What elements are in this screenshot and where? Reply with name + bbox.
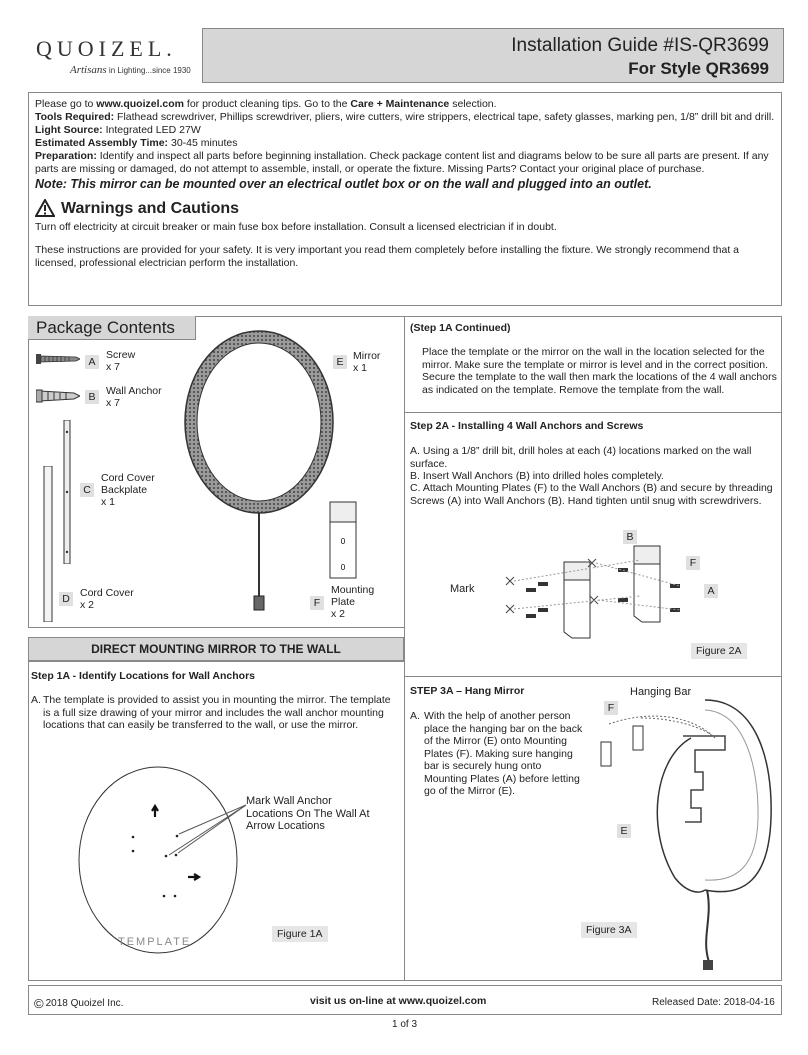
package-title: Package Contents <box>28 316 196 340</box>
part-e-label <box>353 350 380 374</box>
hanging-bar-label: Hanging Bar <box>630 686 692 698</box>
mark-label: Mark <box>450 583 475 595</box>
copyright-text: 2018 Quoizel Inc. <box>45 998 124 1009</box>
template-illustration <box>76 765 246 957</box>
svg-text:0: 0 <box>340 563 346 572</box>
part-a-name: Screw <box>106 349 136 361</box>
fig3a-letter-f: F <box>604 701 618 715</box>
part-c-name: Cord Cover Backplate <box>101 472 155 496</box>
time-text: 30-45 minutes <box>168 137 238 149</box>
mirror-illustration <box>180 326 345 624</box>
guide-subtitle: For Style QR3699 <box>628 59 769 78</box>
fig2a-letter-b: B <box>623 530 637 544</box>
svg-text:0: 0 <box>340 537 346 546</box>
site-link[interactable]: www.quoizel.com <box>96 98 184 110</box>
part-e-name: Mirror <box>353 350 381 362</box>
fig3a-letter-e: E <box>617 824 631 838</box>
step2a-c: C. Attach Mounting Plates (F) to the Wall Anchors (B) and secure by threading Screws (A) into Wall Anchors (B). Hand tighten until snug with screwdrivers. <box>410 482 773 507</box>
intro-text-mid: for product cleaning tips. Go to the <box>184 98 351 110</box>
step1a-title: Step 1A - Identify Locations for Wall Anchors <box>31 670 256 682</box>
tagline-text: in Lighting...since 1930 <box>108 66 191 75</box>
tools-label: Tools Required: <box>35 111 115 123</box>
prep-text: Identify and inspect all parts before beginning installation. Check package content list and diagrams below to be sure all parts are present. If any parts are missing or damaged, do not attempt to assemble, install, or operate the fixture. Missing Parts? Contact your original place of purchase. <box>35 150 769 175</box>
part-f-name: Mounting Plate <box>331 584 375 608</box>
part-d-qty: x 2 <box>80 599 95 611</box>
step3a-marker: A. <box>410 710 420 722</box>
warnings-heading <box>35 199 775 217</box>
time-label: Estimated Assembly Time: <box>35 137 169 149</box>
release-date: Released Date: 2018-04-16 <box>652 997 775 1008</box>
warning-text-2: These instructions are provided for your safety. It is very important you read them completely before installing the fixture. We strongly recommend that a licensed, professional electrician perform the installation. <box>35 244 740 269</box>
part-c-qty: x 1 <box>101 496 116 508</box>
step2a-b: B. Insert Wall Anchors (B) into drilled holes completely. <box>410 470 664 482</box>
wall-anchor-icon <box>36 388 80 404</box>
copyright-icon: © <box>34 996 44 1011</box>
visit-link[interactable]: visit us on-line at www.quoizel.com <box>310 995 487 1007</box>
step3a-title: STEP 3A – Hang Mirror <box>410 685 525 697</box>
cord-cover-icon <box>42 466 54 622</box>
fig2a-letter-f: F <box>686 556 700 570</box>
part-b-name: Wall Anchor <box>106 385 162 397</box>
step1a-marker: A. <box>31 694 41 706</box>
part-d-label <box>80 587 134 611</box>
warnings-title: Warnings and Cautions <box>61 199 240 217</box>
letter-c: C <box>80 483 94 497</box>
step2a-a: A. Using a 1/8” drill bit, drill holes at each (4) locations marked on the wall surface. <box>410 445 752 470</box>
prep-label: Preparation: <box>35 150 97 162</box>
fig2a-letter-a: A <box>704 584 718 598</box>
letter-d: D <box>59 592 73 606</box>
care-label: Care + Maintenance <box>350 98 450 110</box>
step1a-cont-title: (Step 1A Continued) <box>410 322 511 334</box>
part-a-label <box>106 349 135 373</box>
backplate-icon <box>62 420 72 564</box>
part-f-qty: x 2 <box>331 608 346 620</box>
mount-note: Note: This mirror can be mounted over an electrical outlet box or on the wall and plugged into an outlet. <box>35 177 652 191</box>
step1a-cont-text: Place the template or the mirror on the wall in the location selected for the mirror. Make sure the template or mirror is level and in the correct position. Secure the template to the wall then mark the locations of the 4 wall anchors as indicated on the template. Remove the template from the wall. <box>422 346 777 396</box>
intro-text-end: selection. <box>449 98 497 110</box>
divider <box>404 412 782 413</box>
warning-text-1: Turn off electricity at circuit breaker or main fuse box before installation. Consult a licensed electrician if in doubt. <box>35 221 557 233</box>
header-box <box>202 28 784 83</box>
intro-text: Please go to <box>35 98 97 110</box>
letter-a: A <box>85 355 99 369</box>
figure-3a: Figure 3A <box>581 922 637 938</box>
light-label: Light Source: <box>35 124 103 136</box>
part-d-name: Cord Cover <box>80 587 134 599</box>
figure-2a: Figure 2A <box>691 643 747 659</box>
part-e-qty: x 1 <box>353 362 368 374</box>
step2a-title: Step 2A - Installing 4 Wall Anchors and Screws <box>410 420 644 432</box>
brand-logo: QUOIZEL. <box>36 36 177 61</box>
letter-f: F <box>310 596 324 610</box>
guide-title: Installation Guide #IS-QR3699 <box>511 35 769 56</box>
part-f-label <box>331 584 395 620</box>
step3a-text: With the help of another person place the hanging bar on the back of the Mirror (E) onto Mounting Plates (F). Making sure hanging bar is securely hung onto Mounting Plates (A) before letting go of the Mirror (E). <box>424 710 583 797</box>
template-label: TEMPLATE <box>118 936 192 948</box>
light-text: Integrated LED 27W <box>102 124 201 136</box>
letter-e: E <box>333 355 347 369</box>
page-number: 1 of 3 <box>392 1019 418 1030</box>
mounting-plate-icon <box>328 500 358 580</box>
warning-icon <box>35 199 55 217</box>
intro-panel <box>28 92 782 306</box>
part-a-qty: x 7 <box>106 361 121 373</box>
copyright <box>34 996 123 1011</box>
figure-2a-illustration <box>480 540 700 640</box>
screw-icon <box>36 352 80 366</box>
part-c-label <box>101 472 181 508</box>
tools-text: Flathead screwdriver, Phillips screwdriver, pliers, wire cutters, wire strippers, electrical tape, safety glasses, marking pen, 1/8” drill bit and drill. <box>114 111 775 123</box>
part-b-qty: x 7 <box>106 397 121 409</box>
direct-mount-bar: DIRECT MOUNTING MIRROR TO THE WALL <box>28 637 404 661</box>
figure-1a: Figure 1A <box>272 926 328 942</box>
divider <box>404 676 782 677</box>
tagline-script: Artisans <box>70 64 107 76</box>
anchor-callout: Mark Wall Anchor Locations On The Wall At Arrow Locations <box>246 795 370 832</box>
step1a-text: The template is provided to assist you in mounting the mirror. The template is a full size drawing of your mirror and includes the wall anchor mounting locations that can easily be transferred to the wall, or use the mirror. <box>43 694 391 731</box>
brand-tagline <box>70 64 191 76</box>
part-b-label <box>106 385 162 409</box>
letter-b: B <box>85 390 99 404</box>
